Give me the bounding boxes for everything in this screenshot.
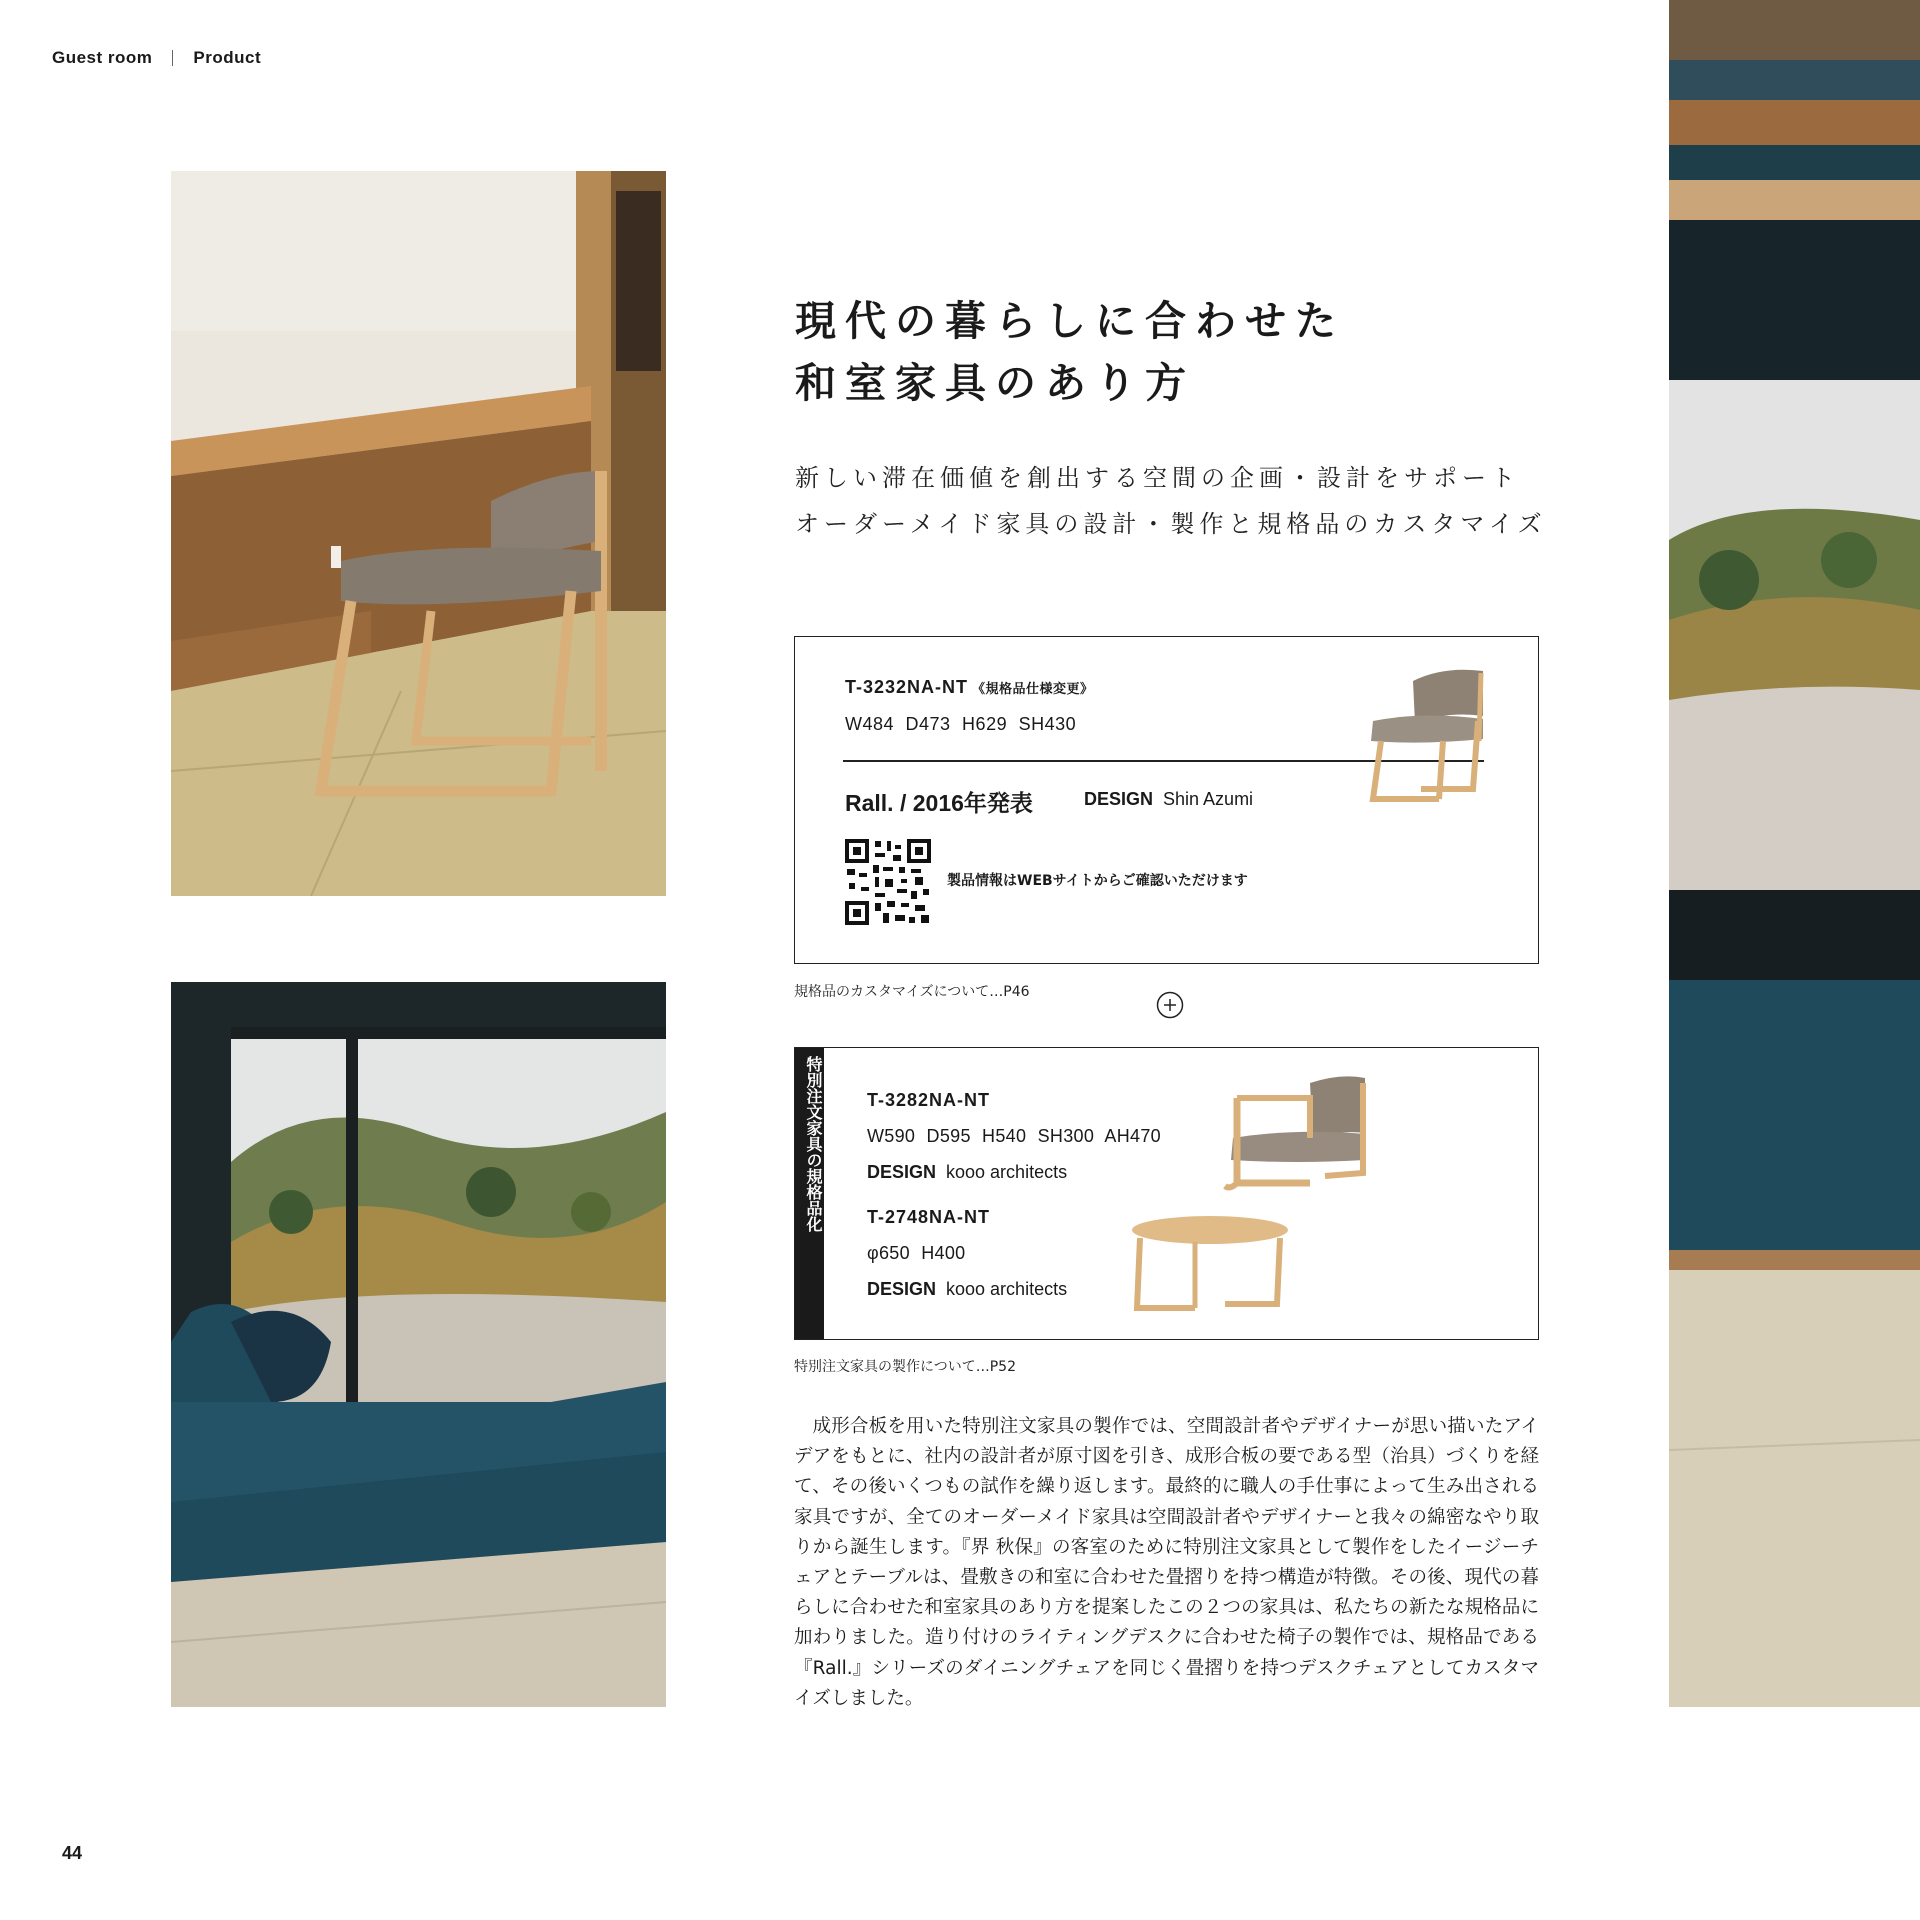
body-paragraph: 成形合板を用いた特別注文家具の製作では、空間設計者やデザイナーが思い描いたアイデアをもとに、社内の設計者が原寸図を引き、成形合板の要である型（治具）づくりを経て、その後いくつもの試作を繰り返します。最終的に職人の手仕事によって生み出される家具ですが、全てのオーダーメイド家具は空間設計者やデザイナーと我々の綿密なやり取りから誕生します。『界 秋保』の客室のために特別注文家具として製作をしたイージーチェアとテーブルは、畳敷きの和室に合わせた畳摺りを持つ構造が特徴。その後、現代の暮らしに合わせた和室家具のあり方を提案したこの２つの家具は、私たちの新たな規格品に加わりました。造り付けのライティングデスクに合わせた椅子の製作では、規格品である『Rall.』シリーズのダイニングチェアを同じく畳摺りを持つデスクチェアとしてカスタマイズしました。 [794, 1416, 1539, 1709]
page-title [795, 290, 1345, 414]
running-header [52, 48, 261, 68]
photo-desk-chair [171, 171, 666, 896]
design-label: DESIGN [867, 1279, 937, 1299]
page-subtitle [795, 455, 1547, 547]
product-code-text: T-3232NA-NT [845, 677, 969, 697]
product-dimensions: W484 D473 H629 SH430 [845, 714, 1077, 734]
special-order-page-link[interactable]: 特別注文家具の製作について…P52 [794, 1359, 1016, 1375]
low-table-image [1125, 1208, 1295, 1318]
header-divider [172, 50, 173, 66]
qr-code-icon[interactable] [845, 839, 931, 925]
page-number: 44 [62, 1843, 83, 1863]
item-1-dimensions: W590 D595 H540 SH300 AH470 [867, 1126, 1161, 1146]
easy-chair-image [1215, 1068, 1380, 1208]
subtitle-line-2: オーダーメイド家具の設計・製作と規格品のカスタマイズ [795, 510, 1547, 538]
header-section: Guest room [52, 48, 153, 67]
product-code [845, 677, 1094, 698]
plus-circle-icon [1156, 991, 1184, 1019]
designer-name: kooo architects [946, 1162, 1068, 1182]
product-card-rall [794, 636, 1539, 964]
item-1-design [867, 1162, 1067, 1183]
item-2-design [867, 1279, 1067, 1300]
special-order-card [794, 1047, 1539, 1340]
design-label: DESIGN [1084, 789, 1154, 809]
header-category: Product [193, 48, 262, 67]
product-design [1084, 789, 1253, 810]
photo-window-sofa [171, 982, 666, 1707]
designer-name: Shin Azumi [1163, 789, 1254, 809]
product-chair-image [1343, 661, 1503, 811]
web-info-note: 製品情報はWEBサイトからご確認いただけます [947, 873, 1248, 889]
design-label: DESIGN [867, 1162, 937, 1182]
subtitle-line-1: 新しい滞在価値を創出する空間の企画・設計をサポート [795, 464, 1520, 492]
title-line-1: 現代の暮らしに合わせた [795, 297, 1345, 345]
special-order-tab-label: 特別注文家具の規格品化 [804, 1056, 823, 1232]
item-2-code: T-2748NA-NT [867, 1207, 991, 1227]
product-series: Rall. / 2016年発表 [845, 790, 1033, 816]
photo-window-edge [1669, 0, 1920, 1707]
item-2-dimensions: φ650 H400 [867, 1243, 966, 1263]
title-line-2: 和室家具のあり方 [795, 359, 1195, 407]
customize-page-link[interactable]: 規格品のカスタマイズについて…P46 [794, 984, 1030, 1000]
designer-name: kooo architects [946, 1279, 1068, 1299]
special-order-tab [795, 1048, 824, 1339]
product-code-note: 《規格品仕様変更》 [972, 681, 1094, 696]
item-1-code: T-3282NA-NT [867, 1090, 991, 1110]
